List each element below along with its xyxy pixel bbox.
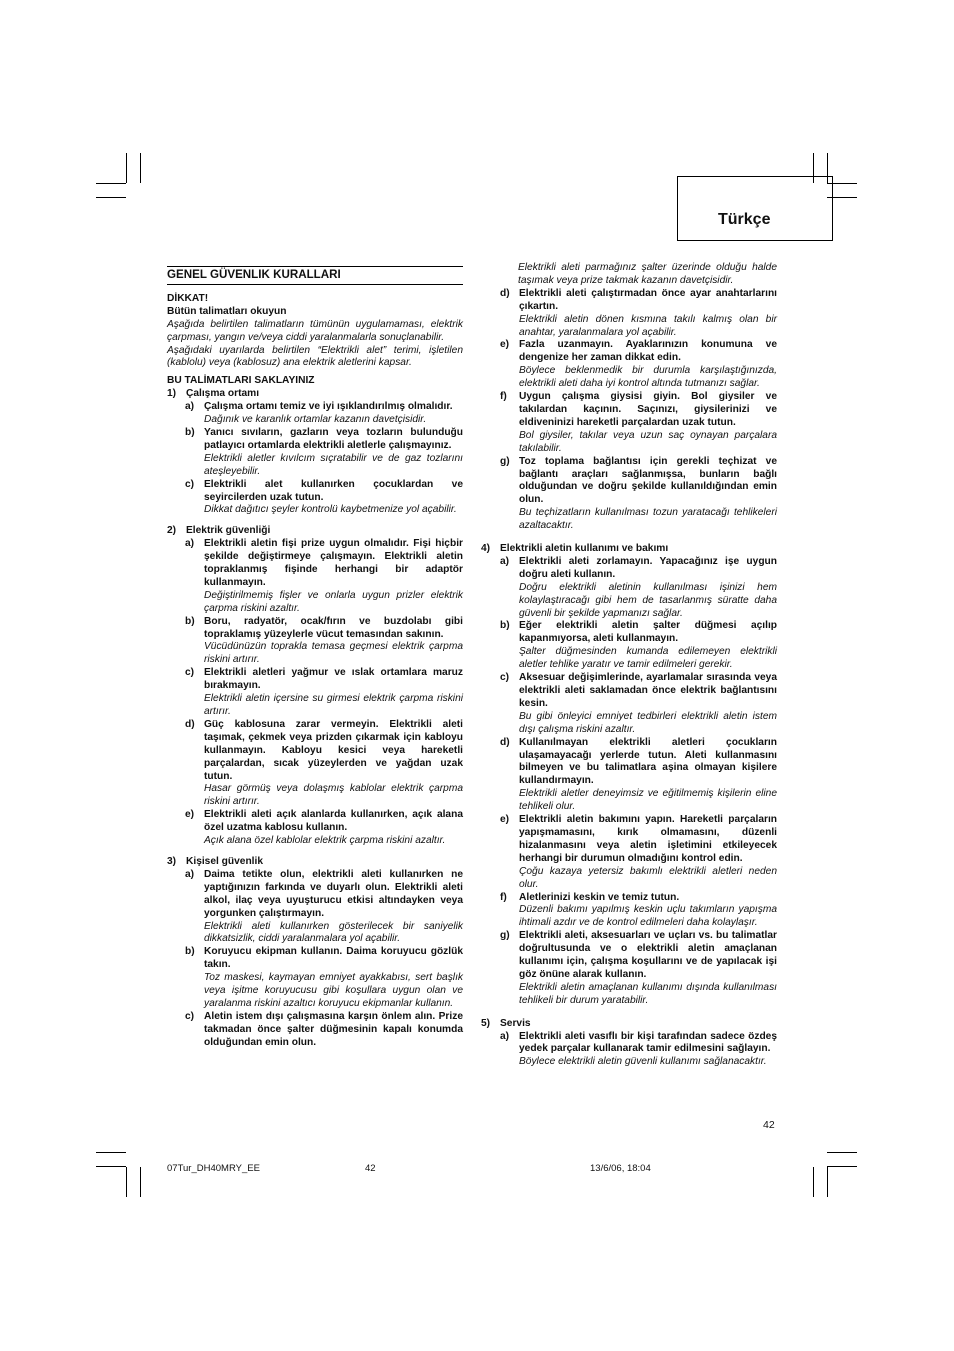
- item-rule: Yanıcı sıvıların, gazların veya tozların bulunduğu patlayıcı ortamlarda elektrikli aletlerle çalışmayınız.: [204, 426, 463, 451]
- list-item: [481, 556, 777, 621]
- left-column: [167, 262, 463, 1050]
- right-column: [481, 262, 777, 1069]
- list-item: [167, 809, 463, 848]
- item-rule: Elektrikli aleti çalıştırmadan önce ayar anahtarlarını çıkartın.: [519, 287, 777, 312]
- item-letter: e): [185, 809, 195, 821]
- item-letter: b): [500, 620, 510, 632]
- section-number: 1): [167, 388, 177, 400]
- footer-filename: 07Tur_DH40MRY_EE: [167, 1163, 260, 1174]
- section-title: Çalışma ortamı: [186, 388, 260, 400]
- warning-subtitle: Bütün talimatları okuyun: [167, 305, 287, 317]
- list-item: [481, 930, 777, 1007]
- item-note: Bol giysiler, takılar veya uzun saç oynayan parçalara takılabilir.: [519, 429, 777, 454]
- item-note: Düzenli bakımı yapılmış keskin uçlu takımların yapışma ihtimali azdır ve de kontrol edilmeleri daha kolaylaşır.: [519, 904, 777, 929]
- item-letter: a): [185, 401, 195, 413]
- item-note: Hasar görmüş veya dolaşmış kablolar elektrik çarpma riskini artırır.: [204, 783, 463, 808]
- footer-page: 42: [365, 1163, 376, 1174]
- item-letter: f): [500, 891, 507, 903]
- crop-mark: [827, 1167, 828, 1197]
- list-item: [481, 1031, 777, 1070]
- item-rule: Elektrikli aleti, aksesuarları ve uçları vs. bu talimatlar doğrultusunda ve o elektrikli aletin amaçlanan kullanımı için, çalışma koşullarını ve de yapılacak işi göz önüne alarak kullanın.: [519, 930, 777, 980]
- crop-mark: [96, 183, 126, 184]
- section-number: 5): [481, 1017, 491, 1029]
- list-item: [481, 737, 777, 814]
- crop-mark: [813, 1167, 814, 1197]
- section-title: Elektrik güvenliği: [186, 525, 271, 537]
- list-item: [481, 339, 777, 391]
- item-rule: Kullanılmayan elektrikli aletleri çocukların ulaşamayacağı yerlerde tutun. Aleti kullanmasını bilmeyen ve bu talimatlara aşina olmayan kişilere kullandırmayın.: [519, 736, 777, 787]
- list-item: [167, 427, 463, 479]
- item-note: Dikkat dağıtıcı şeyler kontrolü kaybetmenize yol açabilir.: [204, 504, 457, 516]
- item-note: Elektrikli aletler kıvılcım sıçratabilir ve de gaz tozlarını ateşleyebilir.: [204, 452, 463, 477]
- item-note: Elektrikli aleti parmağınız şalter üzerinde olduğu halde taşımak veya prize takmak kazanın davetçisidir.: [518, 262, 777, 286]
- item-letter: e): [500, 339, 510, 351]
- language-tab: [677, 176, 833, 241]
- item-rule: Uygun çalışma giysisi giyin. Bol giysiler ve takılardan kaçının. Saçınızı, giysilerinizi ve eldiveninizi hareketli parçalardan uzak tutun.: [519, 391, 777, 428]
- section-4: [481, 543, 777, 556]
- item-letter: d): [500, 287, 510, 299]
- item-rule: Aletin istem dışı çalışmasına karşın önlem alın. Prize takmadan önce şalter düğmesinin kapalı konumda olduğundan emin olun.: [204, 1010, 463, 1048]
- warning-title: DİKKAT!: [167, 292, 209, 304]
- crop-mark: [140, 153, 141, 183]
- item-letter: b): [185, 615, 195, 627]
- crop-mark: [96, 1152, 126, 1153]
- item-letter: b): [185, 946, 195, 958]
- list-item: [481, 672, 777, 737]
- list-item: [167, 401, 463, 427]
- item-rule: Elektrikli aleti vasıflı bir kişi tarafından sadece özdeş yedek parçalar kullanarak tamir edilmesini sağlayın.: [519, 1030, 777, 1055]
- item-note: Değiştirilmemiş fişler ve onlarla uygun prizler elektrik çarpma riskini azaltır.: [204, 589, 463, 614]
- crop-mark: [96, 1166, 126, 1167]
- item-note: Elektrikli aleti kullanırken gösterilecek bir saniyelik dikkatsizlik, ciddi yaralanmalara yol açabilir.: [204, 920, 463, 945]
- section-3: [167, 856, 463, 869]
- item-rule: Elektrikli alet kullanırken çocuklardan ve seyircilerden uzak tutun.: [204, 478, 463, 503]
- section-1: [167, 388, 463, 401]
- section-title: Kişisel güvenlik: [186, 855, 264, 867]
- item-rule: Çalışma ortamı temiz ve iyi ışıklandırılmış olmalıdır.: [204, 401, 453, 413]
- item-letter: e): [500, 814, 510, 826]
- item-note: Elektrikli aletin amaçlanan kullanımı dışında kullanılması tehlikeli bir durum yaratabilir.: [519, 981, 777, 1006]
- item-rule: Koruyucu ekipman kullanın. Daima koruyucu gözlük takın.: [204, 946, 463, 971]
- item-note: Bu gibi önleyici emniyet tedbirleri elektrikli aletin istem dışı çalışma riskini azaltır.: [519, 710, 777, 735]
- item-note: Elektrikli aletin içersine su girmesi elektrik çarpma riskini artırır.: [204, 693, 463, 717]
- item-letter: a): [185, 868, 195, 880]
- item-note: Çoğu kazaya yetersiz bakımlı elektrikli aletleri neden olur.: [519, 865, 777, 890]
- item-note: Şalter düğmesinden kumanda edilemeyen elektrikli aletler tehlike yaratır ve tamir edilmeleri gerekir.: [519, 646, 777, 671]
- list-item: [167, 719, 463, 809]
- list-item: [481, 892, 777, 931]
- list-item: [481, 456, 777, 533]
- crop-mark: [140, 1167, 141, 1197]
- item-letter: f): [500, 391, 507, 403]
- item-rule: Elektrikli aleti açık alanlarda kullanırken, açık alana özel uzatma kablosu kullanın.: [204, 809, 463, 834]
- list-item: [167, 1011, 463, 1050]
- section-2: [167, 525, 463, 538]
- item-note: Elektrikli aletler deneyimsiz ve eğitilmemiş kişilerin eline tehlikeli olur.: [519, 788, 777, 813]
- item-note: Dağınık ve karanlık ortamlar kazanın davetçisidir.: [204, 414, 427, 426]
- list-item: [167, 946, 463, 1011]
- section-heading: GENEL GÜVENLIK KURALLARI: [167, 266, 463, 285]
- item-note: Açık alana özel kablolar elektrik çarpma riskini azaltır.: [204, 835, 446, 847]
- item-rule: Aletlerinizi keskin ve temiz tutun.: [519, 891, 680, 903]
- warning-text-2: Aşağıdaki uyarılarda belirtilen “Elektrikli alet” terimi, işletilen (kablolu) veya (kablosuz) ana elektrik aletlerini kapsar.: [167, 344, 463, 369]
- item-note: Böylece elektrikli aletin güvenli kullanımı sağlanacaktır.: [519, 1056, 767, 1068]
- keep-instructions-title: BU TALİMATLARI SAKLAYINIZ: [167, 375, 315, 387]
- section-5: [481, 1018, 777, 1031]
- footer-date: 13/6/06, 18:04: [590, 1163, 651, 1174]
- crop-mark: [96, 197, 126, 198]
- item-note: Elektrikli aletin dönen kısmına takılı kalmış olan bir anahtar, yaralanmalara yol açabilir.: [519, 313, 777, 338]
- item-letter: g): [500, 455, 510, 467]
- section-title: Servis: [500, 1017, 531, 1029]
- item-rule: Boru, radyatör, ocak/fırın ve buzdolabı gibi topraklamış yüzeylerle vücut temasından sakının.: [204, 615, 463, 640]
- item-rule: Toz toplama bağlantısı için gerekli teçhizat ve bağlantı araçları sağlanmışsa, bunların bağlı olduğundan ve doğru şekilde kullanıldığından emin olun.: [519, 455, 777, 506]
- section-number: 4): [481, 543, 491, 555]
- crop-mark: [827, 1152, 857, 1153]
- item-rule: Daima tetikte olun, elektrikli aleti kullanırken ne yaptığınızın farkında ve duyarlı olun. Elektrikli aleti alkol, ilaç veya uyuşturucu etkisi altındayken veya yorgunken çalıştırmayın.: [204, 868, 463, 919]
- section-number: 2): [167, 525, 177, 537]
- item-rule: Fazla uzanmayın. Ayaklarınızın konumuna ve dengenize her zaman dikkat edin.: [519, 339, 777, 364]
- item-rule: Güç kablosuna zarar vermeyin. Elektrikli aleti taşımak, çekmek veya prizden çıkarmak için kabloyu kullanmayın. Kabloyu kesici veya hareketli parçalardan, sıcak yüzeylerden ve yağdan uzak tutun.: [204, 718, 463, 782]
- item-letter: c): [185, 478, 195, 490]
- section-number: 3): [167, 855, 177, 867]
- item-note: Toz maskesi, kaymayan emniyet ayakkabısı, sert başlık veya işitme koruyucusu gibi koşullara uygun olan ve yaralanma riskini azaltıcı koruyucu ekipmanlar kullanın.: [204, 972, 463, 1009]
- crop-mark: [827, 1166, 857, 1167]
- language-label: Türkçe: [718, 211, 771, 228]
- list-item: [167, 667, 463, 719]
- item-letter: a): [185, 538, 195, 550]
- crop-mark: [126, 1167, 127, 1197]
- item-rule: Aksesuar değişimlerinde, ayarlamalar sırasında veya elektrikli aleti saklamadan önce elektrik bağlantısını kesin.: [519, 672, 777, 709]
- list-item: [167, 616, 463, 668]
- item-letter: c): [185, 667, 195, 679]
- item-letter: b): [185, 426, 195, 438]
- item-note: Vücüdünüzün toprakla temasa geçmesi elektrik çarpma riskini artırır.: [204, 641, 463, 666]
- list-item: [481, 814, 777, 891]
- item-note: Böylece beklenmedik bir durumla karşılaştığınızda, elektrikli aleti daha iyi kontrol altında tutmanızı sağlar.: [519, 365, 777, 390]
- item-rule: Elektrikli aletin fişi prize uygun olmalıdır. Fişi hiçbir şekilde değiştirmeye çalışmayın. Elektrikli aletin topraklanmış fişinde herhangi bir adaptör kullanmayın.: [204, 538, 463, 588]
- list-item: [167, 479, 463, 518]
- item-note: Bu teçhizatların kullanılması tozun yaratacağı tehlikeleri azaltacaktır.: [519, 507, 777, 532]
- item-rule: Eğer elektrikli aletin şalter düğmesi açılıp kapanmıyorsa, aleti kullanmayın.: [519, 620, 777, 645]
- item-letter: c): [500, 672, 510, 684]
- crop-mark: [126, 153, 127, 183]
- item-letter: d): [500, 736, 510, 748]
- list-item: [167, 538, 463, 615]
- item-rule: Elektrikli aleti zorlamayın. Yapacağınız işe uygun doğru aleti kullanın.: [519, 555, 777, 580]
- item-rule: Elektrikli aletleri yağmur ve ıslak ortamlara maruz bırakmayın.: [204, 667, 463, 692]
- section-title: Elektrikli aletin kullanımı ve bakımı: [500, 543, 669, 555]
- list-item: [167, 869, 463, 946]
- item-note: Doğru elektrikli aletinin kullanılması işinizi hem kolaylaştıracağı gibi hem de tasarlanmış süratte daha güvenli bir şekilde yapmanızı sağlar.: [519, 581, 777, 619]
- list-item: [481, 391, 777, 456]
- list-item: [481, 620, 777, 672]
- item-letter: a): [500, 1030, 510, 1042]
- item-rule: Elektrikli aletin bakımını yapın. Hareketli parçaların yapışmamasını, kırık olmamasını, düzenli hizalanmasını veya aletin işletimini etkileyecek herhangi bir durumun olmadığını kontrol edin.: [519, 814, 777, 864]
- list-item: [481, 288, 777, 340]
- item-letter: a): [500, 555, 510, 567]
- warning-text: Aşağıda belirtilen talimatların tümünün uygulamaması, elektrik çarpması, yangın ve/veya ciddi yaralanmalarla sonuçlanabilir.: [167, 318, 463, 343]
- item-letter: g): [500, 930, 510, 942]
- item-letter: c): [185, 1010, 195, 1022]
- item-letter: d): [185, 718, 195, 730]
- page-number: 42: [763, 1119, 775, 1131]
